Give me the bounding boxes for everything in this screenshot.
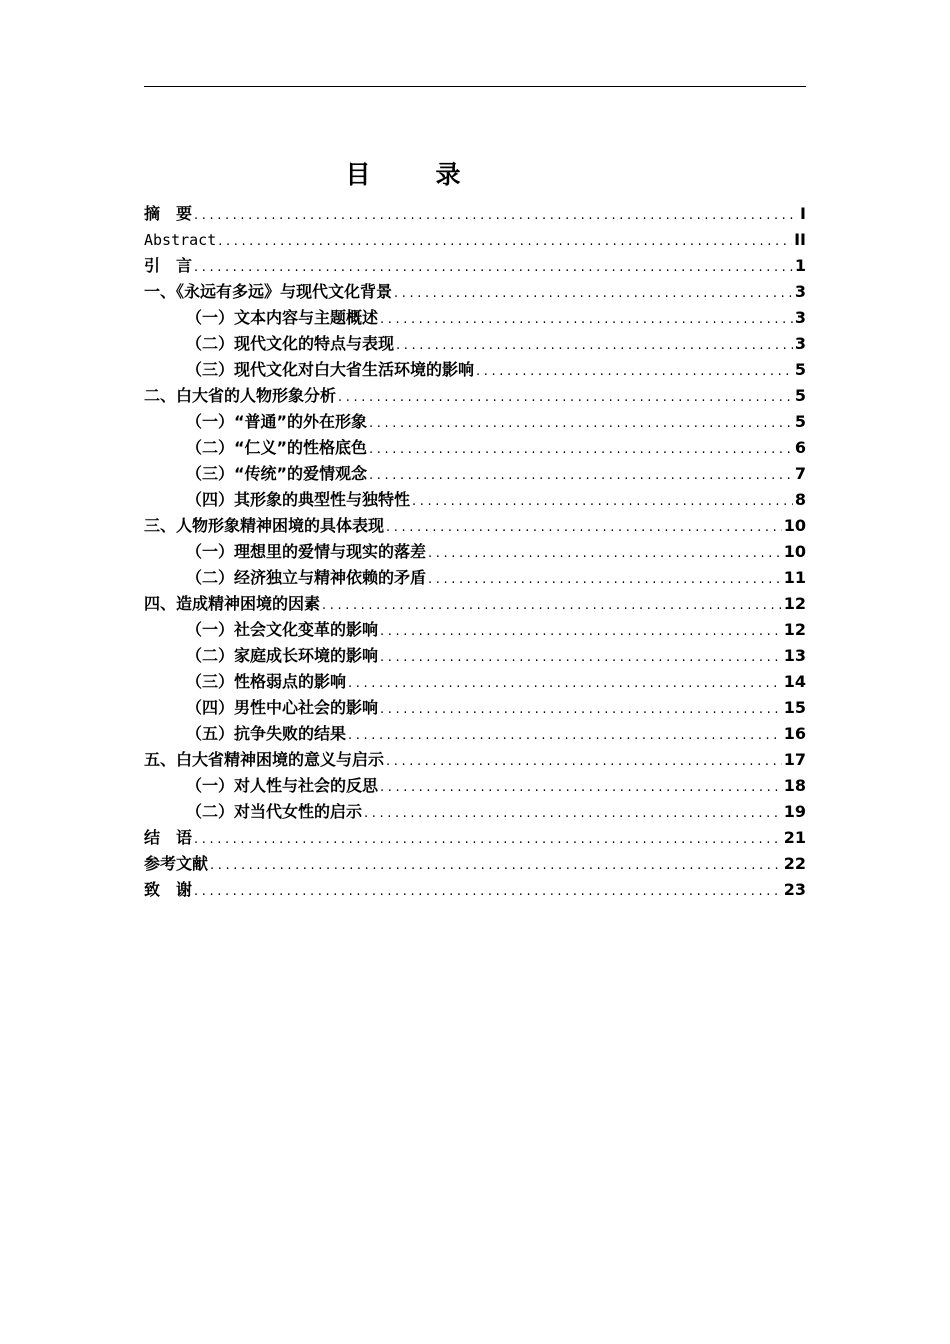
toc-entry-label: （一）“普通”的外在形象 — [186, 412, 368, 431]
toc-entry-page: 21 — [783, 828, 806, 847]
toc-entry-page: 7 — [794, 464, 806, 483]
header-rule — [144, 86, 806, 87]
toc-dot-leader — [348, 671, 782, 697]
toc-entry-label: 一、《永远有多远》与现代文化背景 — [144, 282, 393, 301]
toc-entry[interactable] — [144, 773, 806, 799]
toc-entry[interactable] — [144, 513, 806, 539]
toc-entry-label: 五、白大省精神困境的意义与启示 — [144, 750, 385, 769]
toc-entry[interactable] — [144, 487, 806, 513]
toc-entry[interactable] — [144, 253, 806, 279]
toc-entry[interactable] — [144, 747, 806, 773]
toc-entry[interactable] — [144, 539, 806, 565]
toc-entry-page: 1 — [794, 256, 806, 275]
toc-dot-leader — [218, 229, 792, 255]
toc-entry-page: 19 — [783, 802, 806, 821]
toc-entry-page: 10 — [783, 516, 806, 535]
toc-entry-label: 四、造成精神困境的因素 — [144, 594, 321, 613]
toc-entry-page: 17 — [783, 750, 806, 769]
toc-entry[interactable] — [144, 461, 806, 487]
toc-entry-label: 致 谢 — [144, 880, 193, 899]
table-of-contents — [144, 201, 806, 903]
toc-entry-page: 5 — [794, 386, 806, 405]
toc-entry-label: （四）其形象的典型性与独特性 — [186, 490, 411, 509]
toc-entry-page: 11 — [783, 568, 806, 587]
toc-dot-leader — [322, 593, 782, 619]
toc-entry[interactable] — [144, 409, 806, 435]
toc-entry-page: 23 — [783, 880, 806, 899]
toc-entry-page: 10 — [783, 542, 806, 561]
toc-entry[interactable] — [144, 227, 806, 253]
toc-entry-page: 16 — [783, 724, 806, 743]
toc-entry-page: 6 — [794, 438, 806, 457]
toc-entry-label: （五）抗争失败的结果 — [186, 724, 347, 743]
toc-entry-label: （三）现代文化对白大省生活环境的影响 — [186, 360, 475, 379]
toc-entry-page: 13 — [783, 646, 806, 665]
toc-dot-leader — [338, 385, 793, 411]
toc-entry[interactable] — [144, 305, 806, 331]
toc-entry[interactable] — [144, 643, 806, 669]
toc-dot-leader — [194, 879, 782, 905]
toc-dot-leader — [386, 749, 782, 775]
toc-entry[interactable] — [144, 851, 806, 877]
toc-entry-label: （三）性格弱点的影响 — [186, 672, 347, 691]
toc-dot-leader — [194, 827, 782, 853]
toc-dot-leader — [194, 255, 793, 281]
toc-dot-leader — [380, 775, 782, 801]
toc-dot-leader — [476, 359, 793, 385]
toc-dot-leader — [380, 307, 793, 333]
toc-entry-page: 5 — [794, 360, 806, 379]
toc-entry[interactable] — [144, 825, 806, 851]
toc-entry-label: （三）“传统”的爱情观念 — [186, 464, 368, 483]
toc-entry[interactable] — [144, 721, 806, 747]
toc-entry-page: II — [794, 230, 806, 249]
toc-dot-leader — [386, 515, 782, 541]
toc-entry-label: （一）社会文化变革的影响 — [186, 620, 379, 639]
toc-dot-leader — [210, 853, 782, 879]
toc-dot-leader — [380, 697, 782, 723]
toc-entry[interactable] — [144, 201, 806, 227]
toc-entry-label: 结 语 — [144, 828, 193, 847]
toc-dot-leader — [369, 463, 793, 489]
toc-dot-leader — [396, 333, 793, 359]
toc-dot-leader — [194, 203, 798, 229]
toc-entry-label: 引 言 — [144, 256, 193, 275]
toc-entry-label: （二）“仁义”的性格底色 — [186, 438, 368, 457]
toc-dot-leader — [412, 489, 793, 515]
toc-entry[interactable] — [144, 331, 806, 357]
toc-entry-page: 3 — [794, 282, 806, 301]
toc-entry[interactable] — [144, 617, 806, 643]
toc-entry-label: （四）男性中心社会的影响 — [186, 698, 379, 717]
toc-entry-page: 3 — [794, 334, 806, 353]
toc-entry[interactable] — [144, 877, 806, 903]
toc-entry[interactable] — [144, 799, 806, 825]
toc-dot-leader — [380, 645, 782, 671]
toc-entry-page: 15 — [783, 698, 806, 717]
toc-entry-label: （二）现代文化的特点与表现 — [186, 334, 395, 353]
toc-dot-leader — [380, 619, 782, 645]
toc-entry[interactable] — [144, 669, 806, 695]
toc-entry-page: 8 — [794, 490, 806, 509]
toc-entry[interactable] — [144, 695, 806, 721]
toc-dot-leader — [348, 723, 782, 749]
toc-entry[interactable] — [144, 357, 806, 383]
toc-dot-leader — [369, 411, 793, 437]
toc-entry[interactable] — [144, 435, 806, 461]
toc-entry[interactable] — [144, 383, 806, 409]
toc-entry-label: 参考文献 — [144, 854, 209, 873]
toc-dot-leader — [428, 541, 782, 567]
toc-entry[interactable] — [144, 591, 806, 617]
toc-entry-label: 二、白大省的人物形象分析 — [144, 386, 337, 405]
toc-entry-label: （二）对当代女性的启示 — [186, 802, 363, 821]
toc-entry-label: （二）家庭成长环境的影响 — [186, 646, 379, 665]
toc-entry-label: Abstract — [144, 231, 217, 249]
toc-entry-page: 22 — [783, 854, 806, 873]
toc-dot-leader — [428, 567, 782, 593]
toc-entry-page: 5 — [794, 412, 806, 431]
toc-entry-page: 12 — [783, 594, 806, 613]
toc-entry-label: 摘 要 — [144, 204, 193, 223]
toc-entry[interactable] — [144, 279, 806, 305]
toc-entry-page: 3 — [794, 308, 806, 327]
toc-entry-label: （二）经济独立与精神依赖的矛盾 — [186, 568, 427, 587]
toc-entry-label: （一）对人性与社会的反思 — [186, 776, 379, 795]
toc-entry-page: 18 — [783, 776, 806, 795]
toc-entry-page: 12 — [783, 620, 806, 639]
toc-entry-label: （一）文本内容与主题概述 — [186, 308, 379, 327]
toc-title: 目 录 — [345, 160, 481, 189]
toc-entry-page: I — [800, 204, 806, 223]
toc-entry-label: （一）理想里的爱情与现实的落差 — [186, 542, 427, 561]
toc-entry-label: 三、人物形象精神困境的具体表现 — [144, 516, 385, 535]
toc-entry-page: 14 — [783, 672, 806, 691]
toc-dot-leader — [394, 281, 793, 307]
toc-dot-leader — [364, 801, 782, 827]
toc-entry[interactable] — [144, 565, 806, 591]
toc-dot-leader — [369, 437, 793, 463]
